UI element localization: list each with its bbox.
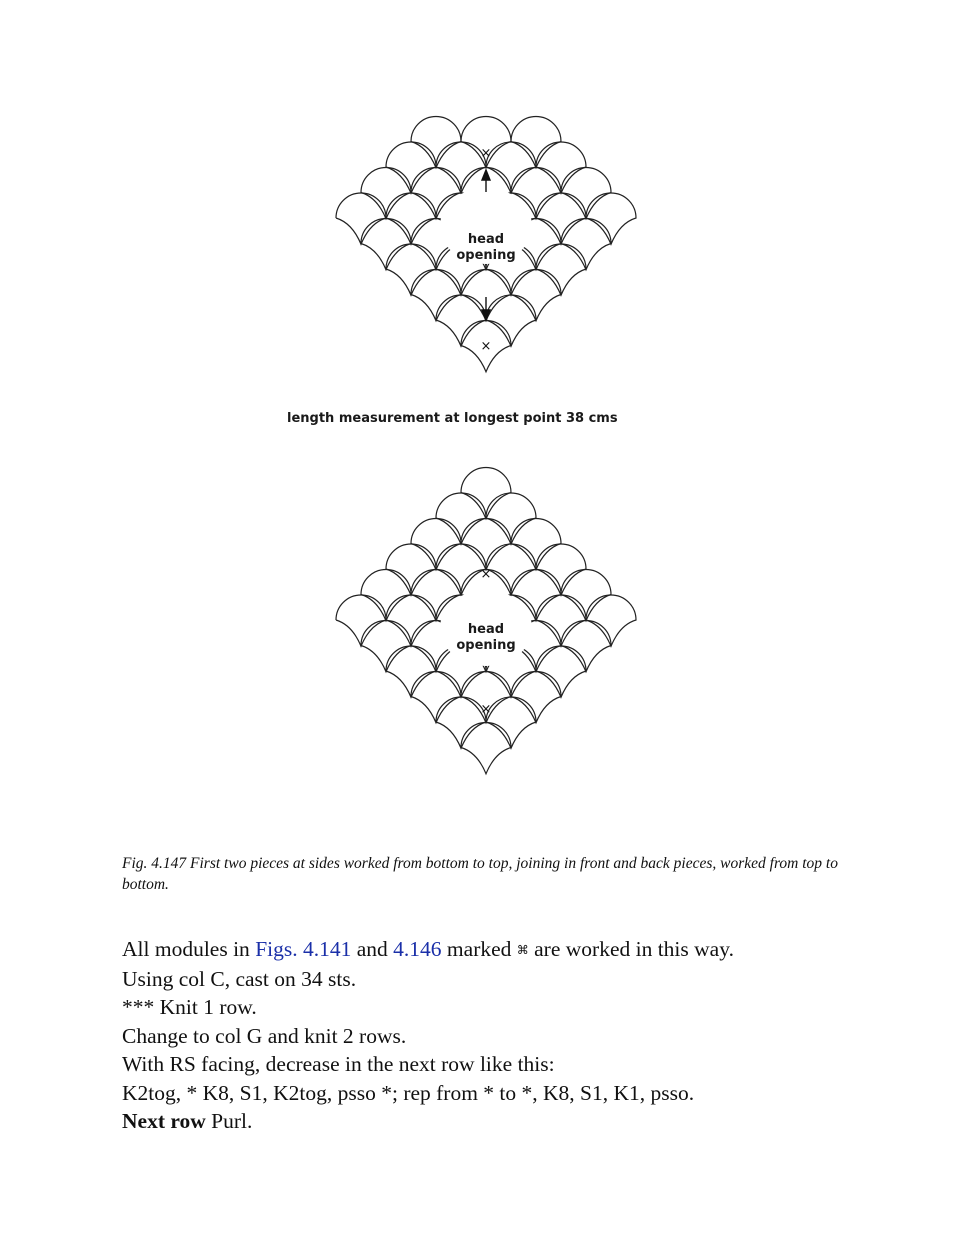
fig-4-146-link[interactable]: 4.146 xyxy=(393,937,442,961)
scale-module xyxy=(386,142,436,193)
scale-module xyxy=(336,595,386,646)
scale-module xyxy=(486,697,536,748)
scale-module xyxy=(486,544,536,595)
scale-module xyxy=(511,117,561,168)
scale-module xyxy=(386,646,436,697)
scale-module xyxy=(386,244,436,295)
scale-module xyxy=(586,595,636,646)
instruction-line: Using col C, cast on 34 sts. xyxy=(122,966,357,991)
text-span: and xyxy=(351,937,394,961)
scale-module xyxy=(436,142,486,193)
instruction-line: With RS facing, decrease in the next row like this: xyxy=(122,1052,555,1076)
scale-module xyxy=(536,142,586,193)
text-span: All modules in xyxy=(122,937,256,961)
scale-module xyxy=(461,723,511,774)
scale-module xyxy=(436,295,486,346)
head-opening-label-line1: head xyxy=(467,622,505,637)
scale-module xyxy=(461,519,511,570)
scale-module xyxy=(586,193,636,244)
figure-caption: Fig. 4.147 First two pieces at sides worked from bottom to top, joining in front and back pieces, worked from top to bottom. xyxy=(122,855,838,893)
scale-module xyxy=(561,570,611,621)
scale-module xyxy=(411,671,461,722)
scale-module xyxy=(361,219,411,270)
scale-module xyxy=(386,544,436,595)
instructions-text xyxy=(122,935,882,1136)
scale-module xyxy=(536,544,586,595)
instruction-line xyxy=(122,1107,882,1136)
scale-module xyxy=(511,519,561,570)
scale-module xyxy=(361,570,411,621)
scale-module xyxy=(336,193,386,244)
top-x-marker: × xyxy=(480,567,492,582)
head-opening-label-line2: opening xyxy=(456,638,516,653)
bottom-x-marker: × xyxy=(480,339,492,354)
scale-module xyxy=(411,117,461,168)
scale-module xyxy=(536,244,586,295)
scale-module xyxy=(536,595,586,646)
scale-module xyxy=(561,621,611,672)
scale-module xyxy=(411,270,461,321)
scale-module xyxy=(561,168,611,219)
bottom-x-marker: × xyxy=(480,702,492,717)
head-opening-label-line2: opening xyxy=(456,248,516,263)
text-span: marked xyxy=(441,937,517,961)
bottom-piece-diagram xyxy=(336,468,636,774)
scale-module xyxy=(486,295,536,346)
next-row-label: Next row xyxy=(122,1109,206,1133)
scale-module xyxy=(386,193,436,244)
scale-module xyxy=(436,544,486,595)
head-opening-label-line1: head xyxy=(467,232,505,247)
scale-module xyxy=(361,168,411,219)
scale-module xyxy=(511,671,561,722)
scale-module xyxy=(411,519,461,570)
scale-module xyxy=(486,142,536,193)
scale-module xyxy=(486,493,536,544)
instruction-line xyxy=(122,935,882,965)
top-x-marker: × xyxy=(480,146,492,161)
instruction-line: K2tog, * K8, S1, K2tog, psso *; rep from * to *, K8, S1, K1, psso. xyxy=(122,1080,695,1105)
scale-module xyxy=(561,219,611,270)
scale-module xyxy=(436,493,486,544)
scale-module xyxy=(436,697,486,748)
instruction-line: *** Knit 1 row. xyxy=(122,995,257,1019)
scale-module xyxy=(536,193,586,244)
measurement-label: length measurement at longest point 38 cms xyxy=(287,411,618,426)
scale-module xyxy=(461,468,511,519)
figs-4-141-link[interactable]: Figs. 4.141 xyxy=(255,937,352,961)
text-span: are worked in this way. xyxy=(528,937,734,961)
text-span: Purl. xyxy=(205,1109,253,1133)
scale-module xyxy=(511,270,561,321)
instruction-line: Change to col G and knit 2 rows. xyxy=(122,1023,407,1048)
scale-module xyxy=(361,621,411,672)
scale-module xyxy=(536,646,586,697)
scale-module xyxy=(386,595,436,646)
module-symbol-icon: ⌘ xyxy=(516,943,529,957)
